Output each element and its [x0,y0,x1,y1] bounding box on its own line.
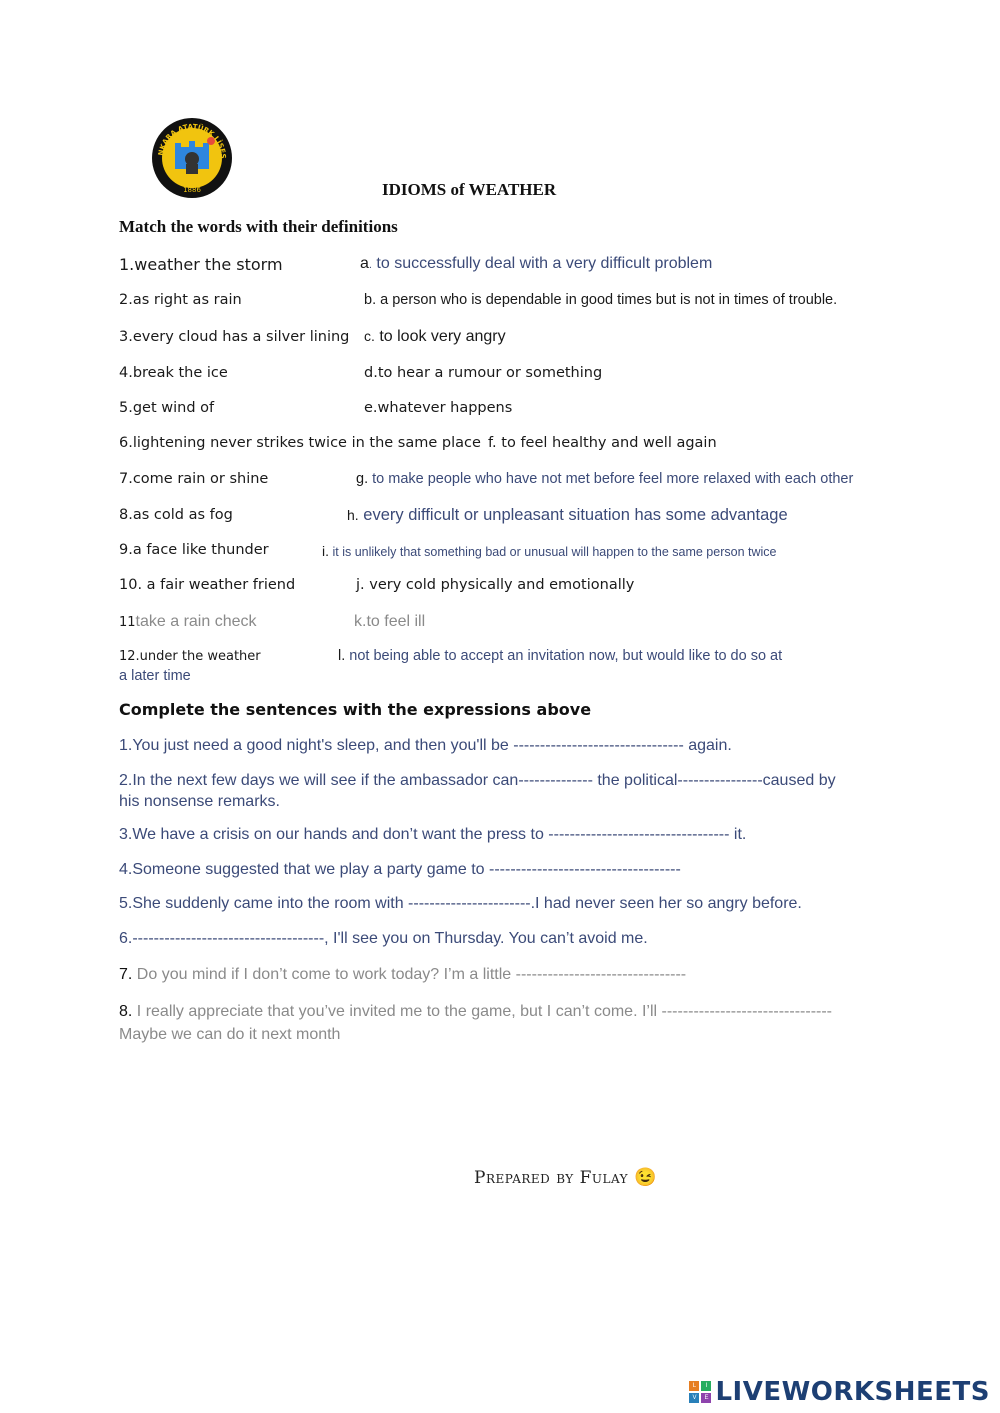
definition-a-text: to successfully deal with a very difficult problem [371,255,713,272]
sentence-2: 2.In the next few days we will see if the ambassador can-------------- the political----------------caused by [119,772,836,789]
page-title: IDIOMS of WEATHER [382,180,557,199]
definition-d-text: to hear a rumour or something [377,365,603,381]
prepared-by-text: Prepared by Fulay [474,1168,629,1188]
definition-i [322,543,776,559]
definition-e-text: whatever happens [377,400,513,416]
brand-block-l: L [689,1381,699,1391]
idiom-10: 10. a fair weather friend [119,577,296,593]
definition-g-letter: g. [356,471,369,487]
definition-c-text: to look very angry [374,328,506,345]
definition-a-letter: a [360,255,369,272]
idiom-9: 9.a face like thunder [119,542,269,558]
definition-f [488,435,717,451]
definition-h-letter: h. [347,507,359,523]
definition-i-letter: i. [322,543,329,559]
liveworksheets-logo[interactable] [689,1377,990,1407]
logo-text: NKARA ATATÜRK LİSES [157,122,228,159]
definition-l-letter: l. [338,648,346,664]
sentence-4: 4.Someone suggested that we play a party game to ------------------------------------ [119,861,681,878]
definition-k-text: to feel ill [366,613,426,630]
sentence-7-number: 7. [119,966,133,983]
match-heading: Match the words with their definitions [119,217,398,236]
definition-j-text: very cold physically and emotionally [364,577,635,593]
idiom-11 [119,613,257,631]
definition-k [354,613,425,631]
definition-j-letter: j. [356,577,365,593]
definition-c-letter: c. [364,328,375,344]
idiom-11-text: take a rain check [135,613,257,630]
brand-name: LIVEWORKSHEETS [715,1377,990,1407]
definition-h [347,506,788,525]
idiom-2: 2.as right as rain [119,292,242,308]
idiom-6: 6.lightening never strikes twice in the same place [119,435,481,451]
definition-d-letter: d. [364,365,378,381]
brand-block-e: E [701,1393,711,1403]
sentence-3: 3.We have a crisis on our hands and don’t want the press to ---------------------------------- it. [119,826,747,843]
sentence-8-continued: Maybe we can do it next month [119,1026,341,1043]
definition-g [356,471,853,487]
idiom-8: 8.as cold as fog [119,507,233,523]
definition-e [364,400,512,416]
brand-block-v: V [689,1393,699,1403]
definition-b-text: a person who is dependable in good times but is not in times of trouble. [376,292,838,308]
definition-k-letter: k. [354,613,367,630]
definition-h-text: every difficult or unpleasant situation has some advantage [358,506,788,524]
sentence-8 [119,1001,832,1022]
definition-l-continued: a later time [119,668,191,684]
idiom-4: 4.break the ice [119,365,228,381]
definition-l-text: not being able to accept an invitation now, but would like to do so at [345,648,783,664]
brand-block-i: I [701,1381,711,1391]
idiom-12: 12.under the weather [119,649,261,664]
definition-f-letter: f. [488,435,497,451]
sentence-8-text: I really appreciate that you’ve invited me to the game, but I can’t come. I’ll -------------------------------- [136,1003,833,1020]
definition-e-letter: e. [364,400,378,416]
sentence-5: 5.She suddenly came into the room with -----------------------.I had never seen her so angry before. [119,895,802,912]
sentence-1: 1.You just need a good night's sleep, and then you'll be -------------------------------- again. [119,737,732,754]
idiom-3: 3.every cloud has a silver lining [119,329,350,345]
sentence-6: 6.------------------------------------, I'll see you on Thursday. You can’t avoid me. [119,930,648,947]
idiom-5: 5.get wind of [119,400,215,416]
definition-i-text: it is unlikely that something bad or unusual will happen to the same person twice [329,545,777,559]
definition-g-text: to make people who have not met before feel more relaxed with each other [368,471,854,487]
prepared-by [474,1167,657,1188]
definition-a: a. to successfully deal with a very difficult problem [360,255,713,272]
sentence-8-number: 8. [119,1003,133,1020]
idiom-11-number: 11 [119,615,136,630]
complete-heading: Complete the sentences with the expressions above [119,700,592,719]
definition-b-letter: b. [364,292,377,308]
sentence-7 [119,964,686,985]
definition-j [356,577,634,593]
definition-c [364,328,506,346]
definition-l [338,648,782,664]
idiom-7: 7.come rain or shine [119,471,269,487]
sentence-7-text: Do you mind if I don’t come to work today? I’m a little -------------------------------- [136,966,687,983]
definition-b [364,292,837,308]
definition-f-text: to feel healthy and well again [496,435,717,451]
idiom-1: 1.weather the storm [119,255,283,274]
sentence-2-continued: his nonsense remarks. [119,793,280,810]
logo-year: 1886 [183,186,201,194]
school-logo [151,117,233,199]
brand-blocks-icon [689,1381,711,1403]
wink-emoji-icon: 😉 [634,1167,657,1188]
definition-d [364,365,602,381]
